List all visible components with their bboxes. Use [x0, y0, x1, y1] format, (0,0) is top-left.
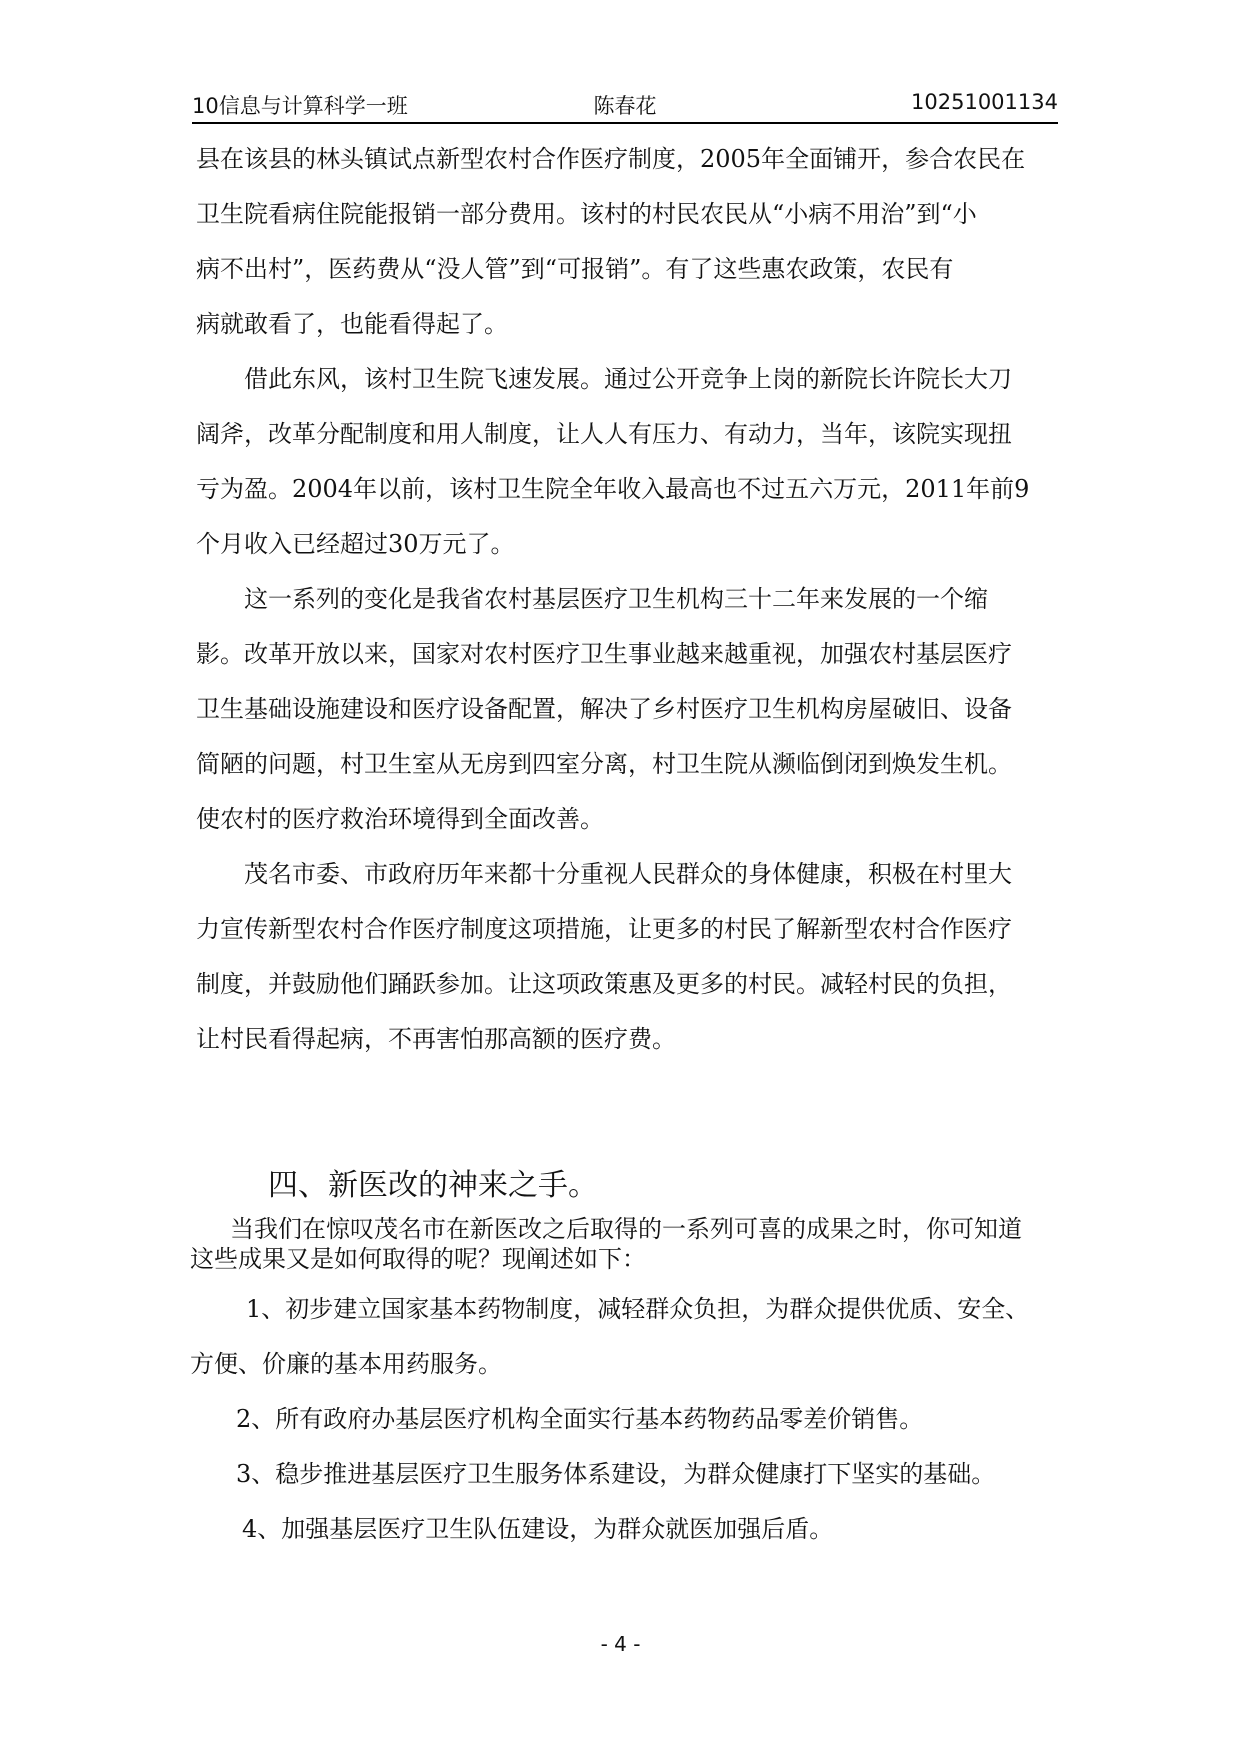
paragraph-line: 卫生院看病住院能报销一部分费用。该村的村民农民从“小病不用治”到“小	[196, 200, 977, 228]
list-item-line: 4、加强基层医疗卫生队伍建设，为群众就医加强后盾。	[242, 1515, 834, 1543]
page-header	[192, 88, 1058, 124]
list-item-line: 方便、价廉的基本用药服务。	[190, 1350, 502, 1378]
header-author-name: 陈春花	[593, 94, 657, 118]
intro-line: 当我们在惊叹茂名市在新医改之后取得的一系列可喜的成果之时，你可知道	[230, 1215, 1022, 1243]
header-class-name: 10信息与计算科学一班	[192, 94, 408, 118]
paragraph-line: 病不出村”，医药费从“没人管”到“可报销”。有了这些惠农政策，农民有	[196, 255, 954, 283]
paragraph-line: 影。改革开放以来，国家对农村医疗卫生事业越来越重视，加强农村基层医疗	[196, 640, 1012, 668]
paragraph-line: 个月收入已经超过30万元了。	[196, 530, 515, 558]
paragraph-line: 借此东风，该村卫生院飞速发展。通过公开竞争上岗的新院长许院长大刀	[244, 365, 1012, 393]
paragraph-line: 这一系列的变化是我省农村基层医疗卫生机构三十二年来发展的一个缩	[244, 585, 988, 613]
paragraph-line: 县在该县的林头镇试点新型农村合作医疗制度，2005年全面铺开，参合农民在	[196, 145, 1026, 173]
paragraph-line: 让村民看得起病，不再害怕那高额的医疗费。	[196, 1025, 676, 1053]
paragraph-line: 阔斧，改革分配制度和用人制度，让人人有压力、有动力，当年，该院实现扭	[196, 420, 1012, 448]
header-student-id: 10251001134	[911, 90, 1058, 114]
paragraph-line: 简陋的问题，村卫生室从无房到四室分离，村卫生院从濒临倒闭到焕发生机。	[196, 750, 1012, 778]
paragraph-line: 力宣传新型农村合作医疗制度这项措施，让更多的村民了解新型农村合作医疗	[196, 915, 1012, 943]
paragraph-line: 卫生基础设施建设和医疗设备配置，解决了乡村医疗卫生机构房屋破旧、设备	[196, 695, 1012, 723]
paragraph-line: 亏为盈。2004年以前，该村卫生院全年收入最高也不过五六万元，2011年前9	[196, 475, 1030, 503]
section-heading: 四、新医改的神来之手。	[268, 1168, 598, 1203]
list-item-line: 1、初步建立国家基本药物制度，减轻群众负担，为群众提供优质、安全、	[246, 1295, 1030, 1323]
list-item-line: 2、所有政府办基层医疗机构全面实行基本药物药品零差价销售。	[236, 1405, 924, 1433]
page-number: - 4 -	[600, 1632, 641, 1656]
paragraph-line: 使农村的医疗救治环境得到全面改善。	[196, 805, 604, 833]
list-item-line: 3、稳步推进基层医疗卫生服务体系建设，为群众健康打下坚实的基础。	[236, 1460, 996, 1488]
paragraph-line: 制度，并鼓励他们踊跃参加。让这项政策惠及更多的村民。减轻村民的负担，	[196, 970, 1012, 998]
paragraph-line: 茂名市委、市政府历年来都十分重视人民群众的身体健康，积极在村里大	[244, 860, 1012, 888]
intro-line: 这些成果又是如何取得的呢？现阐述如下：	[190, 1245, 646, 1273]
paragraph-line: 病就敢看了，也能看得起了。	[196, 310, 508, 338]
